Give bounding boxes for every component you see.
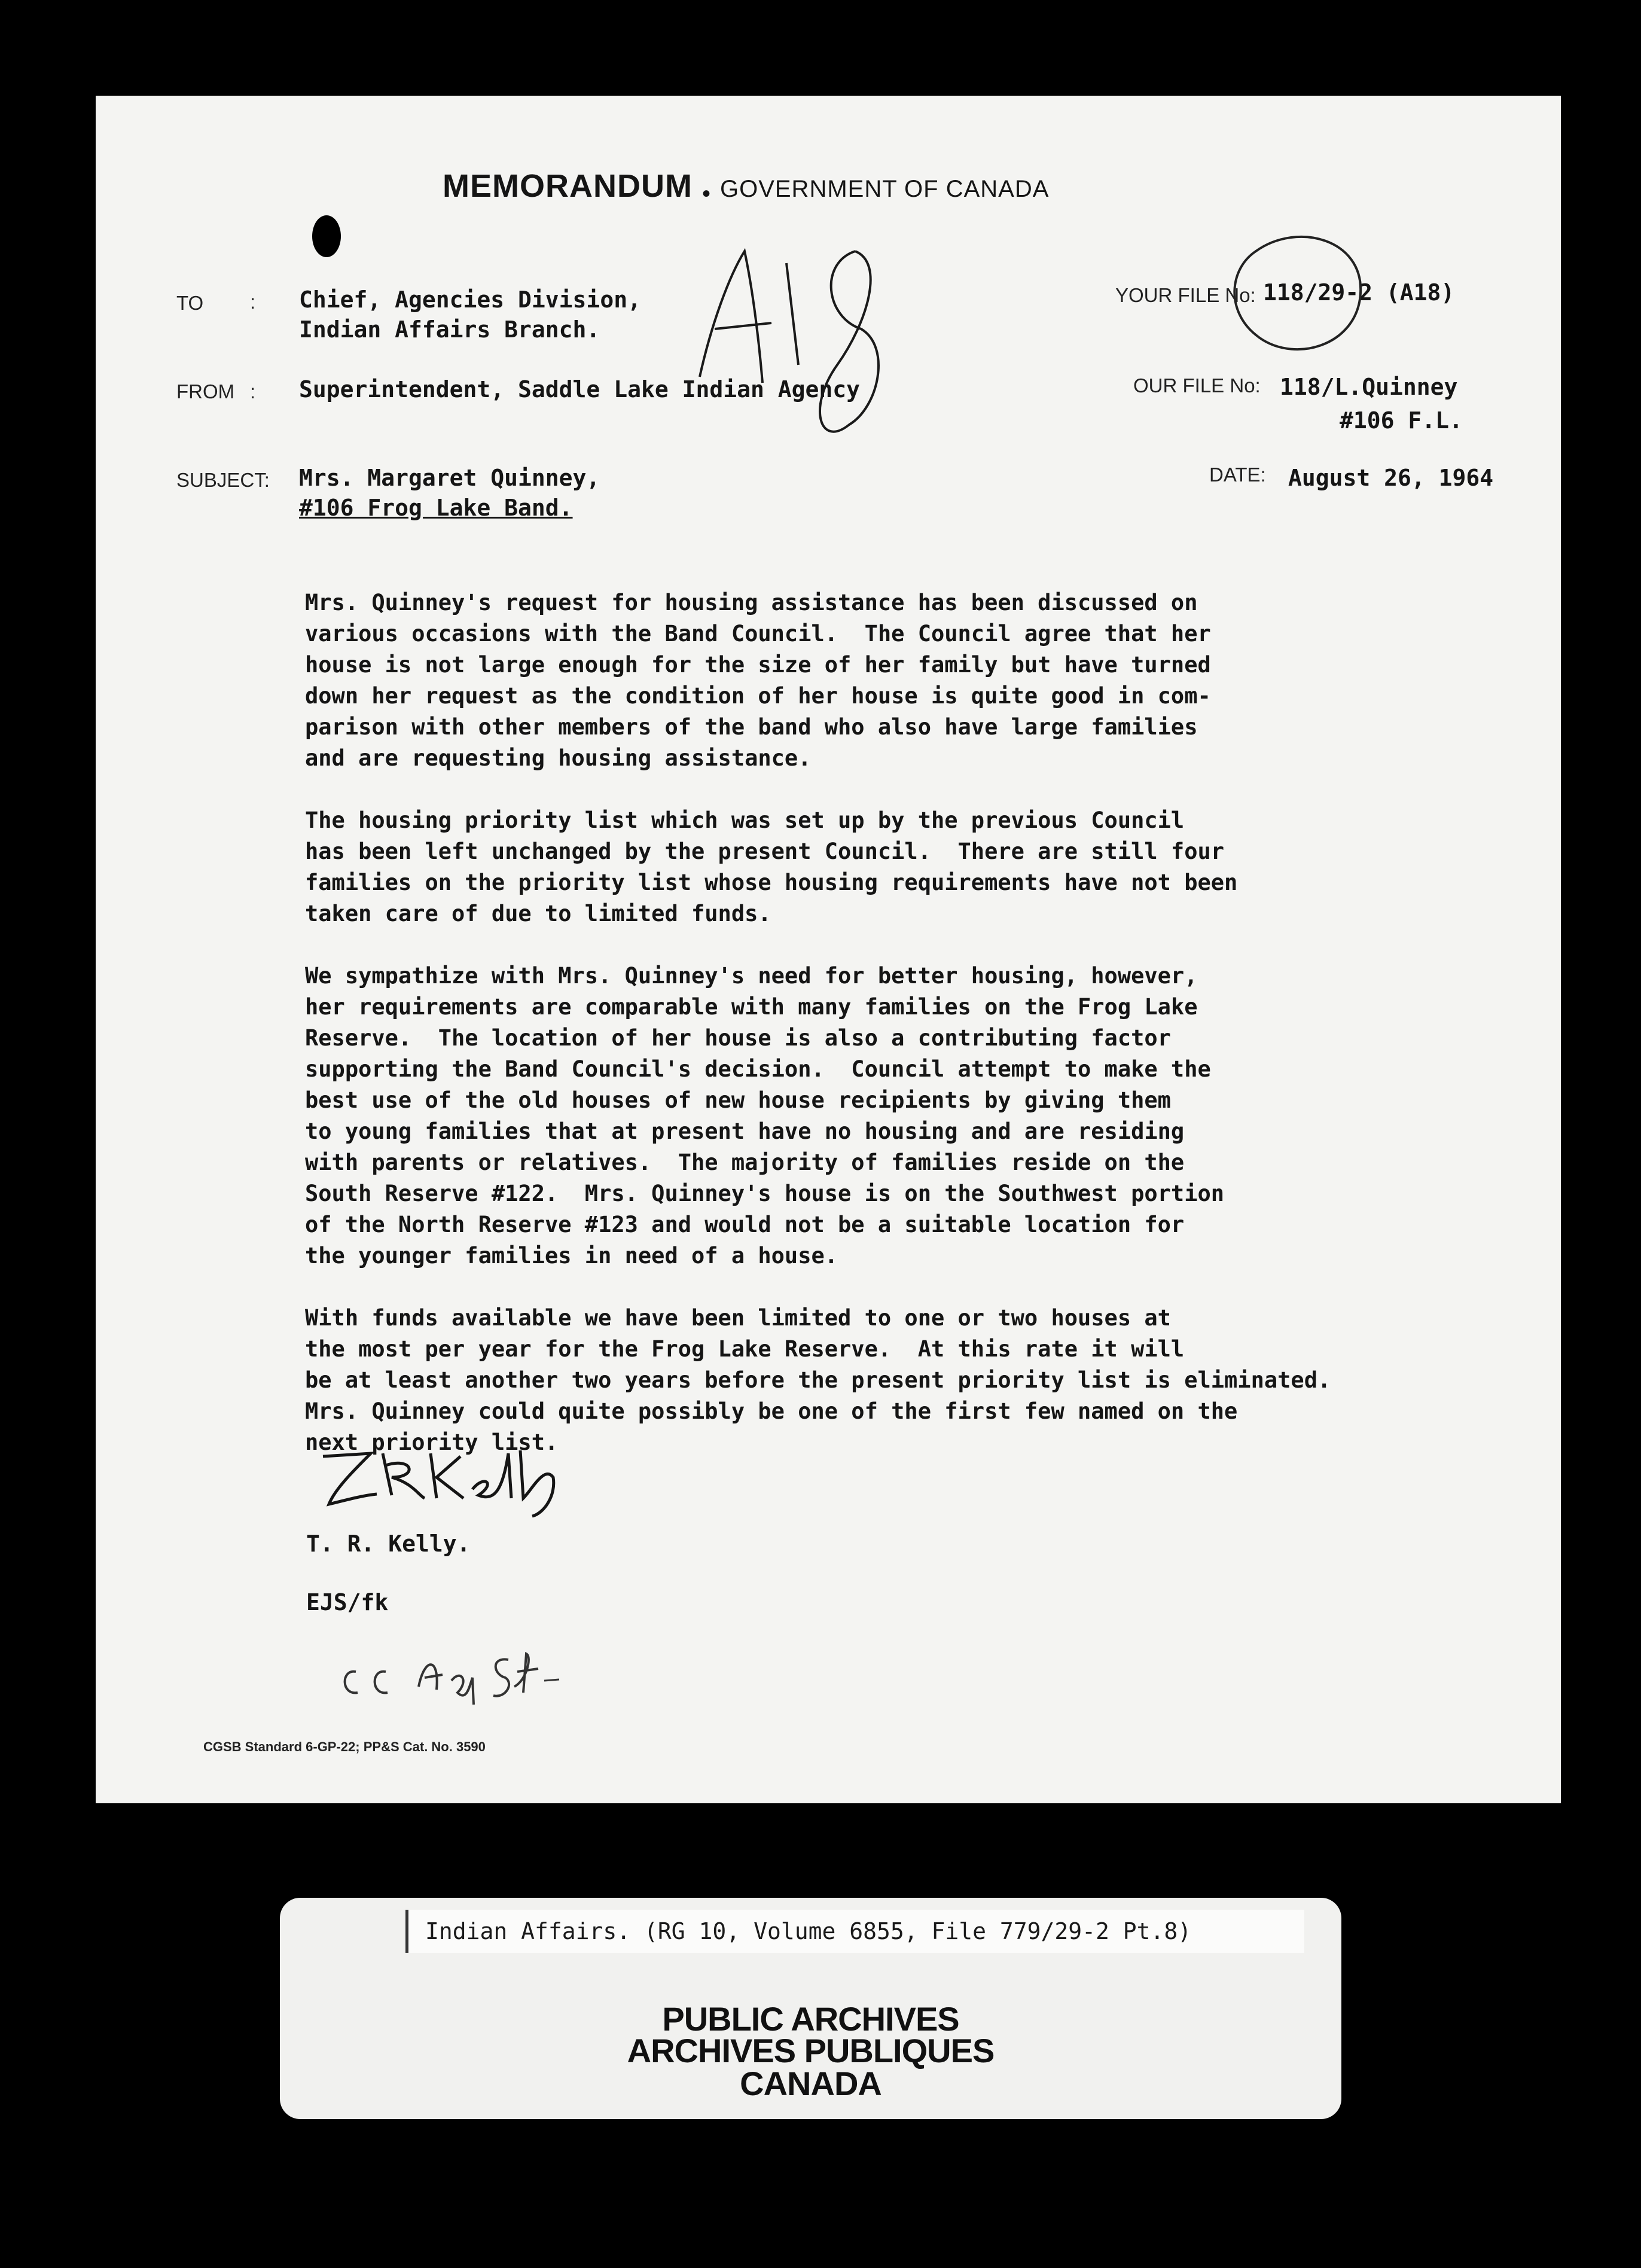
memorandum-title: MEMORANDUM (443, 168, 693, 204)
archives-line-2: ARCHIVES PUBLIQUES (627, 2032, 995, 2069)
handwritten-signature (317, 1441, 568, 1519)
date-value: August 26, 1964 (1288, 465, 1494, 491)
to-value-line1: Chief, Agencies Division, (299, 286, 641, 313)
to-colon: : (250, 291, 256, 313)
handwritten-circle (1220, 227, 1375, 371)
memo-page (96, 96, 1561, 1803)
date-label: DATE: (1209, 464, 1266, 486)
to-value-line2: Indian Affairs Branch. (299, 316, 600, 343)
body-paragraph-1: Mrs. Quinney's request for housing assistance has been discussed on various occasions with the Band Council. The Council agree that her house is not large enough for the size of her family but have turned down her request as the condition of her house is quite good in com- parison with other members of the band who also have large families and are requesting housing assistance. (305, 590, 1211, 771)
subject-line1: Mrs. Margaret Quinney, (299, 465, 600, 491)
handwritten-a18-mark (688, 227, 927, 478)
subject-line2: #106 Frog Lake Band. (299, 495, 573, 521)
signatory-name: T. R. Kelly. (306, 1531, 471, 1557)
your-file-value: 118/29-2 (A18) (1263, 279, 1455, 306)
typist-initials: EJS/fk (306, 1589, 389, 1615)
subject-label: SUBJECT: (176, 469, 270, 491)
from-value: Superintendent, Saddle Lake Indian Agency (299, 376, 860, 403)
from-colon: : (250, 380, 256, 403)
memo-header (443, 167, 1280, 208)
archive-reference-text: Indian Affairs. (RG 10, Volume 6855, File 779/29-2 Pt.8) (425, 1918, 1192, 1944)
form-code: CGSB Standard 6-GP-22; PP&S Cat. No. 3590 (203, 1739, 486, 1754)
our-file-label: OUR FILE No: (1133, 374, 1261, 397)
handwritten-cc-note (335, 1645, 562, 1711)
our-file-value-line2: #106 F.L. (1340, 407, 1463, 434)
memo-body (305, 587, 1477, 1489)
punch-hole-mark (312, 215, 341, 257)
to-label: TO (176, 292, 204, 314)
body-paragraph-3: We sympathize with Mrs. Quinney's need for better housing, however, her requirements are comparable with many families on the Frog Lake Reserve. The location of her house is also a contributing factor supporting the Band Council's decision. Council attempt to make the best use of the old houses of new house recipients by giving them to young families that at present have no housing and are residing with parents or relatives. The majority of families reside on the South Reserve #122. Mrs. Quinney's house is on the Southwest portion of the North Reserve #123 and would not be a suitable location for the younger families in need of a house. (305, 963, 1225, 1269)
body-paragraph-2: The housing priority list which was set up by the previous Council has been left unchanged by the present Council. There are still four families on the priority list whose housing requirements have not been taken care of due to limited funds. (305, 807, 1238, 926)
government-title: GOVERNMENT OF CANADA (719, 176, 1050, 202)
archives-line-3: CANADA (740, 2065, 881, 2102)
from-label: FROM (176, 380, 235, 403)
your-file-label: YOUR FILE No: (1115, 284, 1256, 306)
archives-line-1: PUBLIC ARCHIVES (662, 2000, 959, 2038)
archive-label-card (280, 1898, 1341, 2119)
archive-reference-strip (405, 1910, 1304, 1953)
header-bullet: • (701, 181, 710, 208)
body-paragraph-4: With funds available we have been limited to one or two houses at the most per year for the Frog Lake Reserve. At this rate it will be at least another two years before the present priority list is eliminated. Mrs. Quinney could quite possibly be one of the first few named on the next priority list. (305, 1305, 1331, 1455)
our-file-value-line1: 118/L.Quinney (1280, 374, 1458, 400)
